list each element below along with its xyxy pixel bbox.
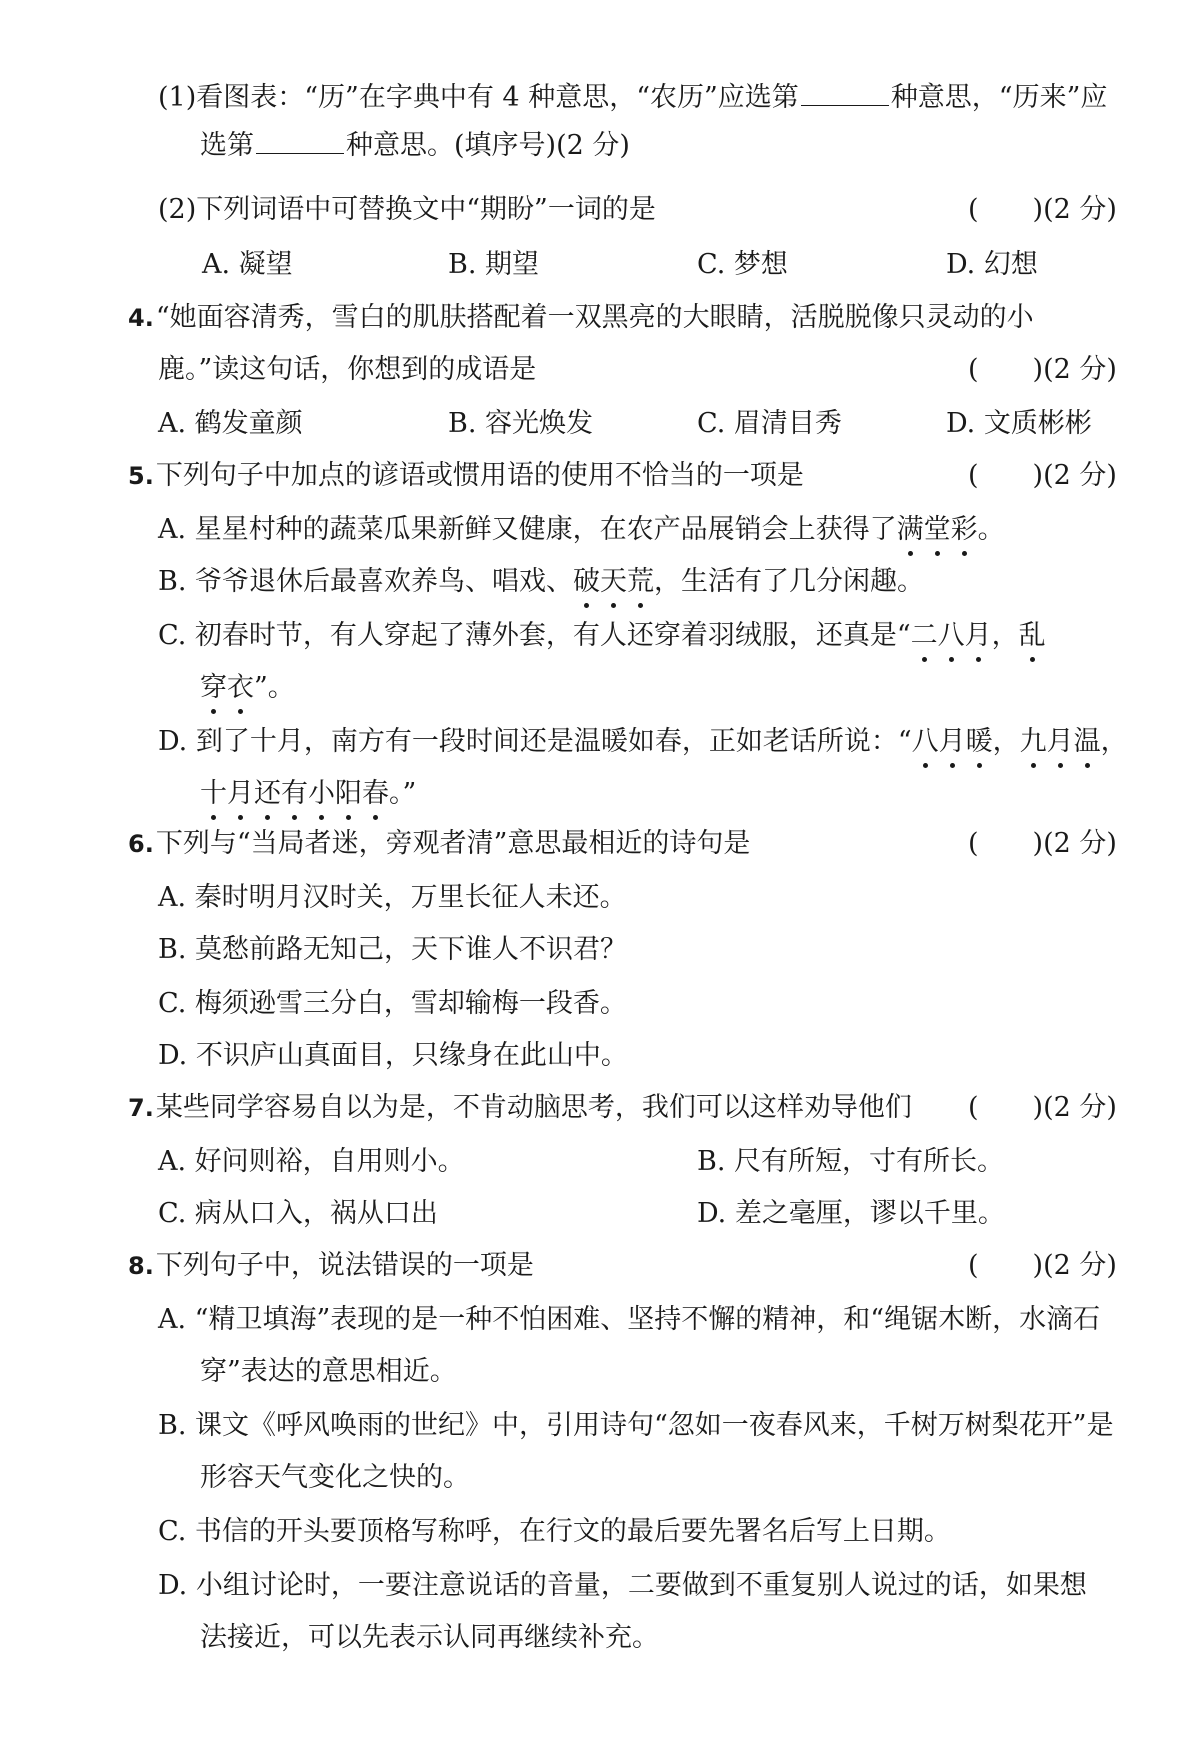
q3-sub2-question: (2)下列词语中可替换文中“期盼”一词的是 [158, 194, 656, 225]
q6-option-a[interactable]: A. 秦时明月汉时关，万里长征人未还。 [158, 882, 627, 913]
q6-text: 下列与“当局者迷，旁观者清”意思最相近的诗句是 [155, 828, 751, 859]
q8-option-b-line2: 形容天气变化之快的。 [200, 1462, 470, 1493]
q5-text: 下列句子中加点的谚语或惯用语的使用不恰当的一项是 [155, 460, 804, 491]
q4-option-b[interactable]: B. 容光焕发 [448, 408, 594, 439]
q8-option-a-line1[interactable]: A. “精卫填海”表现的是一种不怕困难、坚持不懈的精神，和“绳锯木断，水滴石 [158, 1304, 1101, 1335]
q7-option-a[interactable]: A. 好问则裕，自用则小。 [158, 1146, 465, 1177]
q5-b-text: B. 爷爷退休后最喜欢养鸟、唱戏、 [158, 566, 574, 597]
q3-sub1-text-c: 选第 [200, 130, 254, 161]
q8-question [128, 1246, 534, 1286]
q4-answer-mark[interactable]: ( )(2 分) [968, 354, 1117, 385]
q4-number: 4. [128, 304, 154, 332]
q3-sub1-line2 [200, 126, 630, 166]
emphasis-dot-char: 春 [362, 774, 389, 814]
punctuation-char: ， [1100, 726, 1128, 757]
emphasis-dot-char: 荒 [627, 562, 654, 602]
emphasis-dot-char: 二 [911, 616, 938, 656]
q5-c-dotted-1 [911, 620, 1046, 651]
q3-option-b[interactable]: B. 期望 [448, 249, 540, 280]
q6-number: 6. [128, 830, 154, 858]
q5-question [128, 456, 804, 496]
q4-option-c[interactable]: C. 眉清目秀 [697, 408, 842, 439]
emphasis-dot-char: 破 [573, 562, 600, 602]
emphasis-dot-char: 还 [254, 774, 281, 814]
emphasis-dot-char: 月 [1047, 722, 1074, 762]
emphasis-dot-char: 八 [912, 722, 939, 762]
q8-option-d-line1[interactable]: D. 小组讨论时，一要注意说话的音量，二要做到不重复别人说过的话，如果想 [158, 1570, 1087, 1601]
q5-a-dotted [897, 514, 978, 545]
q4-line1 [128, 298, 1034, 338]
q5-option-b[interactable] [158, 562, 924, 602]
q3-sub1-text-b: 种意思，“历来”应 [890, 82, 1108, 113]
emphasis-dot-char: 衣 [227, 668, 254, 708]
q5-d-dotted-2 [200, 778, 389, 809]
q5-number: 5. [128, 462, 154, 490]
q5-option-c-line2 [200, 668, 295, 708]
q5-c-dotted-2 [200, 672, 254, 703]
q3-option-d[interactable]: D. 幻想 [946, 249, 1038, 280]
punctuation-char: ， [992, 726, 1020, 757]
q6-option-c[interactable]: C. 梅须逊雪三分白，雪却输梅一段香。 [158, 988, 627, 1019]
q3-sub1-text-d: 种意思。(填序号)(2 分) [346, 130, 630, 161]
q8-option-a-line2: 穿”表达的意思相近。 [200, 1356, 457, 1387]
emphasis-dot-char: 月 [965, 616, 992, 656]
q7-option-c[interactable]: C. 病从口入，祸从口出 [158, 1198, 438, 1229]
q3-option-a[interactable]: A. 凝望 [202, 249, 293, 280]
emphasis-dot-char: 有 [281, 774, 308, 814]
emphasis-dot-char: 小 [308, 774, 335, 814]
emphasis-dot-char: 穿 [200, 668, 227, 708]
q7-option-d[interactable]: D. 差之毫厘，谬以千里。 [697, 1198, 1005, 1229]
q4-line2: 鹿。”读这句话，你想到的成语是 [158, 354, 537, 385]
q8-number: 8. [128, 1252, 154, 1280]
q5-c-text: C. 初春时节，有人穿起了薄外套，有人还穿着羽绒服，还真是“ [158, 620, 911, 651]
q8-option-d-line2: 法接近，可以先表示认同再继续补充。 [200, 1622, 659, 1653]
emphasis-dot-char: 天 [600, 562, 627, 602]
emphasis-dot-char: 暖 [966, 722, 993, 762]
q8-answer-mark[interactable]: ( )(2 分) [968, 1250, 1117, 1281]
emphasis-dot-char: 堂 [924, 510, 951, 550]
q3-sub1-line1 [158, 78, 1107, 118]
q5-option-a[interactable] [158, 510, 1005, 550]
emphasis-dot-char: 乱 [1019, 616, 1046, 656]
emphasis-dot-char: 九 [1020, 722, 1047, 762]
q4-option-d[interactable]: D. 文质彬彬 [946, 408, 1092, 439]
q7-answer-mark[interactable]: ( )(2 分) [968, 1092, 1117, 1123]
q5-b-end: ，生活有了几分闲趣。 [654, 566, 925, 597]
emphasis-dot-char: 十 [200, 774, 227, 814]
q3-sub2-answer-mark[interactable]: ( )(2 分) [968, 194, 1117, 225]
emphasis-dot-char: 月 [939, 722, 966, 762]
q5-b-dotted [573, 566, 654, 597]
emphasis-dot-char: 满 [897, 510, 924, 550]
q3-option-c[interactable]: C. 梦想 [697, 249, 788, 280]
answer-blank-2[interactable] [256, 127, 344, 154]
q7-option-b[interactable]: B. 尺有所短，寸有所长。 [697, 1146, 1005, 1177]
emphasis-dot-char: 温 [1074, 722, 1101, 762]
q5-option-c-line1[interactable] [158, 616, 1046, 656]
q6-answer-mark[interactable]: ( )(2 分) [968, 828, 1117, 859]
q5-c-end: ”。 [254, 672, 295, 703]
q6-option-d[interactable]: D. 不识庐山真面目，只缘身在此山中。 [158, 1040, 628, 1071]
q5-d-text: D. 到了十月，南方有一段时间还是温暖如春，正如老话所说：“ [158, 726, 912, 757]
q5-option-d-line2 [200, 774, 416, 814]
q4-option-a[interactable]: A. 鹤发童颜 [158, 408, 303, 439]
q4-text-1: “她面容清秀，雪白的肌肤搭配着一双黑亮的大眼睛，活脱脱像只灵动的小 [155, 302, 1034, 333]
emphasis-dot-char: 八 [938, 616, 965, 656]
q6-option-b[interactable]: B. 莫愁前路无知己，天下谁人不识君？ [158, 934, 628, 965]
q6-question [128, 824, 750, 864]
q5-a-text: A. 星星村种的蔬菜瓜果新鲜又健康，在农产品展销会上获得了 [158, 514, 897, 545]
q7-question [128, 1088, 912, 1128]
punctuation-char: ， [991, 620, 1019, 651]
q8-text: 下列句子中，说法错误的一项是 [155, 1250, 534, 1281]
q5-d-dotted-1 [912, 726, 1128, 757]
q5-option-d-line1[interactable] [158, 722, 1128, 762]
q3-sub1-text-a: (1)看图表：“历”在字典中有 4 种意思，“农历”应选第 [158, 82, 799, 113]
emphasis-dot-char: 彩 [951, 510, 978, 550]
q5-d-end: 。” [389, 778, 417, 809]
q8-option-b-line1[interactable]: B. 课文《呼风唤雨的世纪》中，引用诗句“忽如一夜春风来，千树万树梨花开”是 [158, 1410, 1114, 1441]
emphasis-dot-char: 阳 [335, 774, 362, 814]
q5-answer-mark[interactable]: ( )(2 分) [968, 460, 1117, 491]
q7-text: 某些同学容易自以为是，不肯动脑思考，我们可以这样劝导他们 [155, 1092, 912, 1123]
q8-option-c[interactable]: C. 书信的开头要顶格写称呼，在行文的最后要先署名后写上日期。 [158, 1516, 951, 1547]
q7-number: 7. [128, 1094, 154, 1122]
emphasis-dot-char: 月 [227, 774, 254, 814]
q5-a-end: 。 [977, 514, 1005, 545]
answer-blank-1[interactable] [801, 79, 889, 106]
